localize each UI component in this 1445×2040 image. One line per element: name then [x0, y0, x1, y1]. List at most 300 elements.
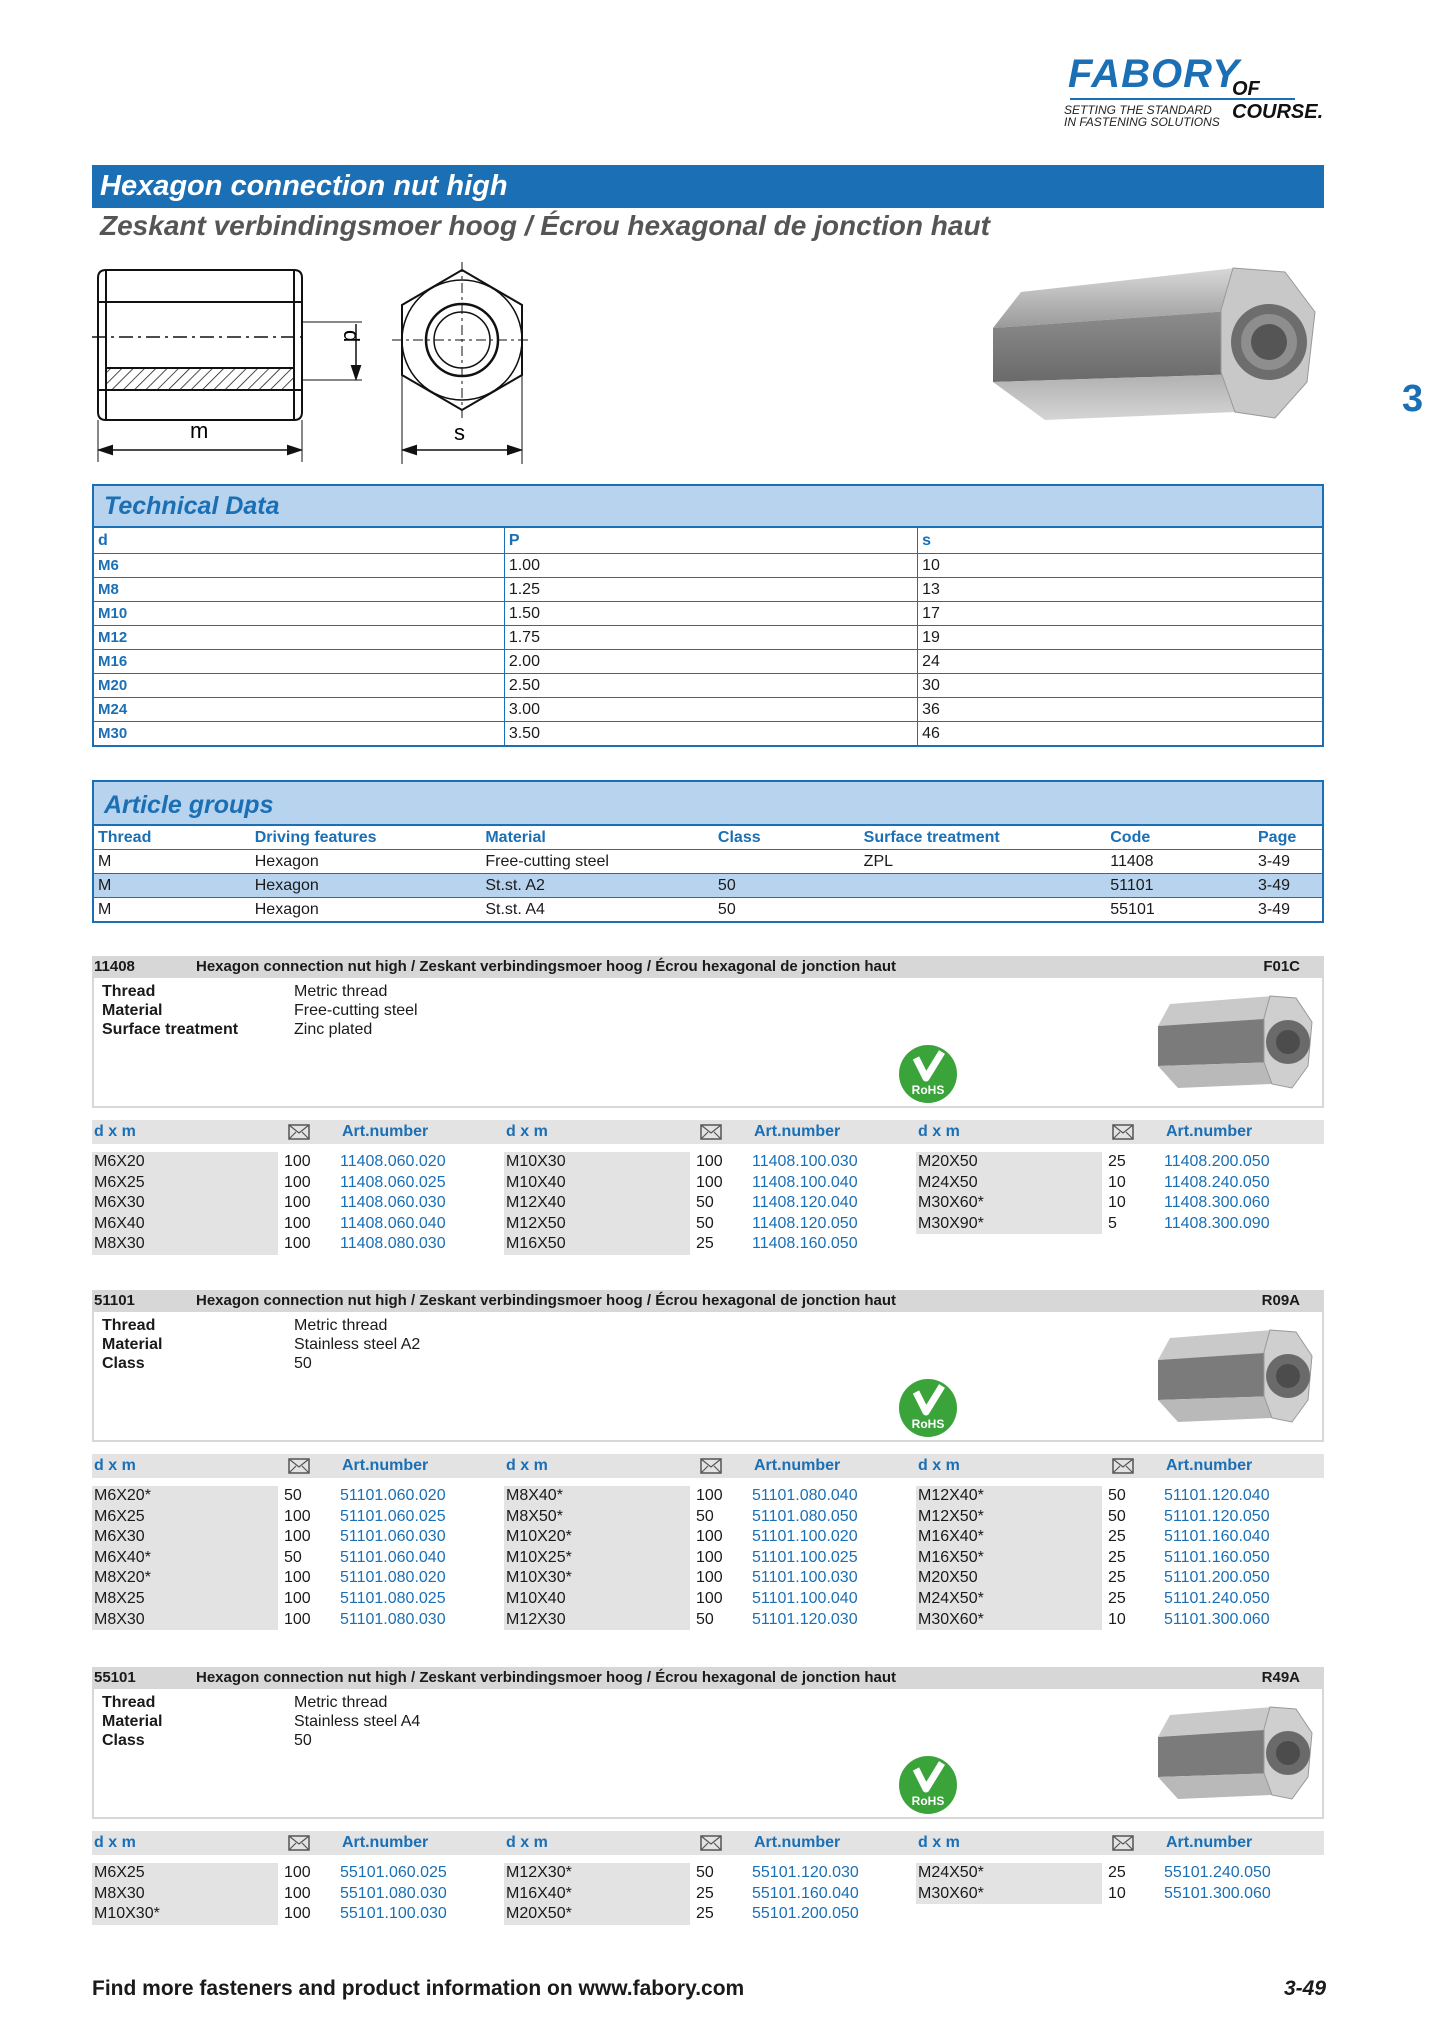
col-header-art-number: Art.number [754, 1457, 841, 1474]
article-size: M30X60* [916, 1884, 1102, 1905]
property-label: Material [102, 1713, 163, 1730]
article-row[interactable] [916, 1589, 1316, 1610]
article-quantity: 50 [696, 1507, 714, 1525]
article-quantity: 25 [696, 1905, 714, 1923]
article-number-link[interactable]: 51101.160.050 [1164, 1548, 1270, 1566]
article-row[interactable] [504, 1173, 904, 1194]
product-thumbnail [1154, 988, 1314, 1098]
article-row[interactable] [92, 1152, 492, 1173]
cell-page: 3-49 [1254, 898, 1323, 923]
col-header-dxm: d x m [918, 1457, 960, 1474]
property-value: Metric thread [294, 1317, 388, 1334]
article-size: M20X50 [916, 1568, 1102, 1589]
article-size: M24X50* [916, 1863, 1102, 1884]
article-number-link[interactable]: 51101.100.040 [752, 1589, 858, 1607]
article-size: M6X25 [92, 1507, 278, 1528]
dim-label-d: d [339, 330, 364, 343]
article-size: M24X50 [916, 1173, 1102, 1194]
article-number-link[interactable]: 11408.120.040 [752, 1194, 858, 1212]
article-size: M12X40 [504, 1193, 690, 1214]
article-row[interactable] [504, 1214, 904, 1235]
article-quantity: 50 [284, 1548, 302, 1566]
property-label: Material [102, 1336, 163, 1353]
cell-page: 3-49 [1254, 874, 1323, 898]
technical-data-table [92, 528, 1324, 747]
article-row[interactable] [92, 1214, 492, 1235]
cell-class: 50 [714, 898, 860, 923]
article-row[interactable] [504, 1863, 904, 1884]
article-quantity: 100 [284, 1589, 311, 1607]
col-header-surface: Surface treatment [860, 826, 1107, 850]
cell-s: 36 [918, 698, 1323, 722]
article-quantity: 25 [696, 1884, 714, 1902]
article-size: M12X50* [916, 1507, 1102, 1528]
article-row[interactable] [504, 1548, 904, 1569]
table-row [93, 626, 1323, 650]
rohs-label: RoHS [911, 1417, 945, 1431]
cell-d: M24 [93, 698, 504, 722]
article-number-link[interactable]: 51101.080.030 [340, 1610, 446, 1628]
article-row[interactable] [92, 1589, 492, 1610]
technical-data-heading: Technical Data [92, 484, 1324, 528]
cell-driving: Hexagon [251, 850, 482, 874]
cell-s: 13 [918, 578, 1323, 602]
article-size: M8X30 [92, 1610, 278, 1631]
table-row [93, 698, 1323, 722]
page-number: 3-49 [1284, 1977, 1327, 2000]
cell-surface [860, 874, 1107, 898]
col-header-thread: Thread [93, 826, 251, 850]
cell-p: 3.50 [504, 722, 917, 747]
property-label: Material [102, 1002, 163, 1019]
article-number-link[interactable]: 11408.060.030 [340, 1194, 446, 1212]
article-column [92, 1152, 492, 1255]
article-size: M16X40* [504, 1884, 690, 1905]
article-row[interactable] [504, 1486, 904, 1507]
cell-s: 24 [918, 650, 1323, 674]
article-number-link[interactable]: 51101.100.025 [752, 1548, 858, 1566]
article-number-link[interactable]: 51101.200.050 [1164, 1569, 1270, 1587]
article-quantity: 5 [1108, 1214, 1117, 1232]
article-number-link[interactable]: 55101.300.060 [1164, 1884, 1271, 1902]
article-row[interactable] [504, 1152, 904, 1173]
article-row[interactable] [92, 1234, 492, 1255]
article-number-link[interactable]: 55101.080.030 [340, 1884, 447, 1902]
article-quantity: 10 [1108, 1884, 1126, 1902]
article-size: M16X50 [504, 1234, 690, 1255]
col-header-dxm: d x m [94, 1123, 136, 1140]
col-header-p: P [504, 528, 917, 554]
col-header-dxm: d x m [918, 1123, 960, 1140]
cell-code: 51101 [1106, 874, 1254, 898]
article-row[interactable] [916, 1527, 1316, 1548]
product-info-box [92, 1689, 1324, 1819]
property-label: Thread [102, 1694, 156, 1711]
article-quantity: 50 [696, 1214, 714, 1232]
article-number-link[interactable]: 11408.100.030 [752, 1153, 858, 1170]
article-column [916, 1863, 1316, 1904]
table-row [93, 602, 1323, 626]
table-row [93, 554, 1323, 578]
product-code: 55101 [94, 1669, 136, 1686]
cell-p: 1.25 [504, 578, 917, 602]
col-header-art-number: Art.number [342, 1457, 429, 1474]
article-size: M12X30* [504, 1863, 690, 1884]
article-row[interactable] [92, 1610, 492, 1631]
article-size: M6X40* [92, 1548, 278, 1569]
article-size: M8X50* [504, 1507, 690, 1528]
col-header-art-number: Art.number [754, 1834, 841, 1851]
col-header-art-number: Art.number [342, 1123, 429, 1140]
table-row[interactable] [93, 850, 1323, 874]
article-row[interactable] [92, 1193, 492, 1214]
article-row[interactable] [92, 1548, 492, 1569]
article-number-link[interactable]: 51101.060.020 [340, 1487, 446, 1504]
cell-thread: M [93, 874, 251, 898]
article-row[interactable] [92, 1527, 492, 1548]
technical-data-header-row [93, 528, 1323, 554]
article-quantity: 100 [284, 1194, 311, 1212]
cell-s: 19 [918, 626, 1323, 650]
product-header-bar [92, 956, 1324, 978]
article-quantity: 50 [696, 1864, 714, 1881]
col-header-page: Page [1254, 826, 1323, 850]
article-column [504, 1152, 904, 1255]
col-header-s: s [918, 528, 1323, 554]
article-quantity: 50 [696, 1610, 714, 1628]
col-header-art-number: Art.number [754, 1123, 841, 1140]
article-number-link[interactable]: 51101.080.050 [752, 1507, 858, 1525]
article-row[interactable] [916, 1214, 1316, 1235]
article-row[interactable] [916, 1152, 1316, 1173]
article-size: M6X30 [92, 1193, 278, 1214]
article-row[interactable] [92, 1568, 492, 1589]
article-column [92, 1863, 492, 1925]
property-label: Thread [102, 983, 156, 1000]
article-number-link[interactable]: 51101.080.025 [340, 1589, 446, 1607]
property-value: Metric thread [294, 983, 388, 1000]
article-column [92, 1486, 492, 1630]
article-row[interactable] [504, 1234, 904, 1255]
product-thumbnail [1154, 1322, 1314, 1432]
cell-code: 55101 [1106, 898, 1254, 923]
package-quantity-icon [1112, 1458, 1134, 1474]
article-quantity: 50 [1108, 1507, 1126, 1525]
article-quantity: 100 [696, 1153, 723, 1170]
rohs-badge-icon [898, 1378, 958, 1438]
article-number-link[interactable]: 55101.240.050 [1164, 1864, 1271, 1881]
col-header-dxm: d x m [94, 1457, 136, 1474]
article-number-link[interactable]: 51101.120.050 [1164, 1507, 1270, 1525]
article-row[interactable] [916, 1486, 1316, 1507]
cell-material: St.st. A2 [481, 874, 714, 898]
article-row[interactable] [504, 1193, 904, 1214]
article-size: M10X40 [504, 1589, 690, 1610]
col-header-dxm: d x m [94, 1834, 136, 1851]
product-info-box [92, 1312, 1324, 1442]
cell-class: 50 [714, 874, 860, 898]
package-quantity-icon [700, 1835, 722, 1851]
article-number-link[interactable]: 55101.120.030 [752, 1864, 859, 1881]
article-quantity: 100 [696, 1528, 723, 1546]
article-row[interactable] [504, 1610, 904, 1631]
fabory-logo [1060, 52, 1350, 132]
product-photo [985, 262, 1325, 432]
product-version: F01C [1263, 958, 1300, 975]
article-size: M12X50 [504, 1214, 690, 1235]
article-quantity: 50 [696, 1194, 714, 1212]
article-row[interactable] [916, 1568, 1316, 1589]
article-column [504, 1486, 904, 1630]
article-quantity: 25 [1108, 1548, 1126, 1566]
col-header-class: Class [714, 826, 860, 850]
article-size: M10X30 [504, 1152, 690, 1173]
article-quantity: 100 [284, 1235, 311, 1253]
article-number-link[interactable]: 55101.160.040 [752, 1884, 859, 1902]
article-number-link[interactable]: 51101.060.025 [340, 1507, 446, 1525]
table-row [93, 650, 1323, 674]
article-size: M10X30* [92, 1904, 278, 1925]
package-quantity-icon [288, 1458, 310, 1474]
article-row[interactable] [92, 1507, 492, 1528]
product-title: Hexagon connection nut high / Zeskant verbindingsmoer hoog / Écrou hexagonal de jonction haut [196, 1669, 897, 1686]
product-version: R49A [1261, 1669, 1300, 1686]
article-size: M12X40* [916, 1486, 1102, 1507]
cell-p: 2.00 [504, 650, 917, 674]
article-row[interactable] [504, 1568, 904, 1589]
article-quantity: 100 [696, 1569, 723, 1587]
article-size: M10X25* [504, 1548, 690, 1569]
article-size: M6X20 [92, 1152, 278, 1173]
article-size: M6X25 [92, 1173, 278, 1194]
article-quantity: 25 [696, 1235, 714, 1253]
article-number-link[interactable]: 11408.060.040 [340, 1214, 446, 1232]
article-number-link[interactable]: 11408.160.050 [752, 1235, 858, 1253]
cell-material: St.st. A4 [481, 898, 714, 923]
article-size: M8X20* [92, 1568, 278, 1589]
article-number-link[interactable]: 11408.100.040 [752, 1173, 858, 1191]
cell-surface: ZPL [860, 850, 1107, 874]
cell-driving: Hexagon [251, 874, 482, 898]
cell-s: 17 [918, 602, 1323, 626]
rohs-label: RoHS [911, 1083, 945, 1097]
property-label: Class [102, 1355, 145, 1372]
tagline-line-2: IN FASTENING SOLUTIONS [1064, 115, 1220, 129]
cell-p: 1.50 [504, 602, 917, 626]
article-groups-heading: Article groups [92, 780, 1324, 826]
article-number-link[interactable]: 51101.300.060 [1164, 1610, 1270, 1628]
product-thumbnail [1154, 1699, 1314, 1809]
cell-s: 10 [918, 554, 1323, 578]
article-size: M6X40 [92, 1214, 278, 1235]
article-number-link[interactable]: 55101.200.050 [752, 1905, 859, 1923]
article-size: M6X30 [92, 1527, 278, 1548]
cell-material: Free-cutting steel [481, 850, 714, 874]
cell-s: 30 [918, 674, 1323, 698]
product-header-bar [92, 1667, 1324, 1689]
product-info-box [92, 978, 1324, 1108]
article-row[interactable] [92, 1173, 492, 1194]
rohs-badge-icon [898, 1755, 958, 1815]
article-row[interactable] [504, 1904, 904, 1925]
cell-d: M16 [93, 650, 504, 674]
table-row [93, 674, 1323, 698]
article-quantity: 100 [284, 1214, 311, 1232]
article-quantity: 25 [1108, 1528, 1126, 1546]
article-row[interactable] [92, 1486, 492, 1507]
col-header-d: d [93, 528, 504, 554]
article-number-link[interactable]: 51101.100.020 [752, 1528, 858, 1546]
cell-d: M20 [93, 674, 504, 698]
article-size: M10X30* [504, 1568, 690, 1589]
article-quantity: 10 [1108, 1194, 1126, 1212]
cell-driving: Hexagon [251, 898, 482, 923]
article-size: M6X20* [92, 1486, 278, 1507]
article-quantity: 100 [284, 1905, 311, 1923]
article-number-link[interactable]: 55101.100.030 [340, 1905, 447, 1923]
article-quantity: 100 [696, 1589, 723, 1607]
article-number-link[interactable]: 11408.060.025 [340, 1173, 446, 1191]
article-quantity: 100 [284, 1569, 311, 1587]
article-row[interactable] [504, 1884, 904, 1905]
article-row[interactable] [92, 1904, 492, 1925]
article-row[interactable] [504, 1589, 904, 1610]
article-quantity: 25 [1108, 1153, 1126, 1170]
col-header-code: Code [1106, 826, 1254, 850]
cell-thread: M [93, 850, 251, 874]
page-subtitle: Zeskant verbindingsmoer hoog / Écrou hexagonal de jonction haut [100, 210, 990, 241]
col-header-art-number: Art.number [1166, 1834, 1253, 1851]
package-quantity-icon [1112, 1835, 1134, 1851]
product-code: 11408 [94, 958, 135, 975]
article-size: M8X30 [92, 1884, 278, 1905]
article-row[interactable] [916, 1193, 1316, 1214]
property-label: Class [102, 1732, 145, 1749]
property-value: Free-cutting steel [294, 1002, 418, 1019]
package-quantity-icon [1112, 1124, 1134, 1140]
article-number-link[interactable]: 51101.240.050 [1164, 1589, 1270, 1607]
article-quantity: 100 [284, 1153, 311, 1170]
col-header-material: Material [481, 826, 714, 850]
cell-d: M10 [93, 602, 504, 626]
property-value: Stainless steel A4 [294, 1713, 421, 1730]
article-number-link[interactable]: 51101.120.040 [1164, 1487, 1270, 1504]
article-number-link[interactable]: 11408.120.050 [752, 1214, 858, 1232]
col-header-driving: Driving features [251, 826, 482, 850]
tagline-line-1: SETTING THE STANDARD [1064, 103, 1212, 117]
cell-class [714, 850, 860, 874]
cell-d: M6 [93, 554, 504, 578]
article-quantity: 100 [696, 1487, 723, 1504]
article-row[interactable] [92, 1884, 492, 1905]
article-size: M12X30 [504, 1610, 690, 1631]
article-row[interactable] [92, 1863, 492, 1884]
dim-label-s: s [454, 420, 465, 445]
brand-slogan: OF COURSE. [1232, 78, 1324, 123]
article-quantity: 100 [696, 1173, 723, 1191]
article-size: M20X50 [916, 1152, 1102, 1173]
col-header-art-number: Art.number [1166, 1457, 1253, 1474]
article-number-link[interactable]: 51101.100.030 [752, 1569, 858, 1587]
article-number-link[interactable]: 11408.240.050 [1164, 1173, 1270, 1191]
article-row[interactable] [504, 1507, 904, 1528]
rohs-label: RoHS [911, 1794, 945, 1808]
property-label: Thread [102, 1317, 156, 1334]
article-row[interactable] [916, 1507, 1316, 1528]
article-number-link[interactable]: 51101.060.040 [340, 1548, 446, 1566]
article-quantity: 25 [1108, 1864, 1126, 1881]
article-quantity: 50 [284, 1487, 302, 1504]
property-value: Zinc plated [294, 1021, 373, 1038]
article-row[interactable] [916, 1863, 1316, 1884]
article-number-link[interactable]: 11408.200.050 [1164, 1153, 1270, 1170]
col-header-art-number: Art.number [342, 1834, 429, 1851]
article-groups-table [92, 826, 1324, 923]
article-number-link[interactable]: 51101.080.020 [340, 1569, 446, 1587]
package-quantity-icon [700, 1458, 722, 1474]
article-size: M20X50* [504, 1904, 690, 1925]
product-title: Hexagon connection nut high / Zeskant verbindingsmoer hoog / Écrou hexagonal de jonction haut [196, 958, 897, 975]
article-column [504, 1863, 904, 1925]
article-number-link[interactable]: 11408.300.090 [1164, 1214, 1270, 1232]
footer-text: Find more fasteners and product information on www.fabory.com [92, 1977, 745, 2000]
dim-label-m: m [190, 418, 209, 443]
article-column [916, 1152, 1316, 1234]
rohs-badge-icon [898, 1044, 958, 1104]
cell-page: 3-49 [1254, 850, 1323, 874]
article-row[interactable] [916, 1610, 1316, 1631]
article-number-link[interactable]: 11408.080.030 [340, 1235, 446, 1253]
article-groups-header-row [93, 826, 1323, 850]
article-number-link[interactable]: 51101.060.030 [340, 1528, 446, 1546]
product-header-bar [92, 1290, 1324, 1312]
cell-thread: M [93, 898, 251, 923]
article-number-link[interactable]: 11408.300.060 [1164, 1194, 1270, 1212]
article-size: M10X40 [504, 1173, 690, 1194]
property-value: 50 [294, 1355, 312, 1372]
cell-code: 11408 [1106, 850, 1254, 874]
article-size: M24X50* [916, 1589, 1102, 1610]
article-row[interactable] [916, 1548, 1316, 1569]
article-row[interactable] [916, 1173, 1316, 1194]
cell-d: M12 [93, 626, 504, 650]
article-row[interactable] [504, 1527, 904, 1548]
article-row[interactable] [916, 1884, 1316, 1905]
package-quantity-icon [288, 1124, 310, 1140]
article-quantity: 25 [1108, 1569, 1126, 1587]
article-quantity: 100 [284, 1610, 311, 1628]
package-quantity-icon [288, 1835, 310, 1851]
table-row [93, 722, 1323, 747]
article-size: M30X90* [916, 1214, 1102, 1235]
article-number-link[interactable]: 55101.060.025 [340, 1864, 447, 1881]
col-header-dxm: d x m [506, 1457, 548, 1474]
col-header-art-number: Art.number [1166, 1123, 1253, 1140]
article-quantity: 100 [284, 1864, 311, 1881]
article-size: M6X25 [92, 1863, 278, 1884]
cell-p: 1.00 [504, 554, 917, 578]
article-number-link[interactable]: 51101.160.040 [1164, 1528, 1270, 1546]
article-quantity: 25 [1108, 1589, 1126, 1607]
article-quantity: 10 [1108, 1610, 1126, 1628]
article-number-link[interactable]: 51101.120.030 [752, 1610, 858, 1628]
table-row[interactable] [93, 898, 1323, 923]
table-row-selected[interactable] [93, 874, 1323, 898]
article-number-link[interactable]: 11408.060.020 [340, 1153, 446, 1170]
article-number-link[interactable]: 51101.080.040 [752, 1487, 858, 1504]
article-size: M8X30 [92, 1234, 278, 1255]
product-title: Hexagon connection nut high / Zeskant verbindingsmoer hoog / Écrou hexagonal de jonction haut [196, 1292, 897, 1309]
